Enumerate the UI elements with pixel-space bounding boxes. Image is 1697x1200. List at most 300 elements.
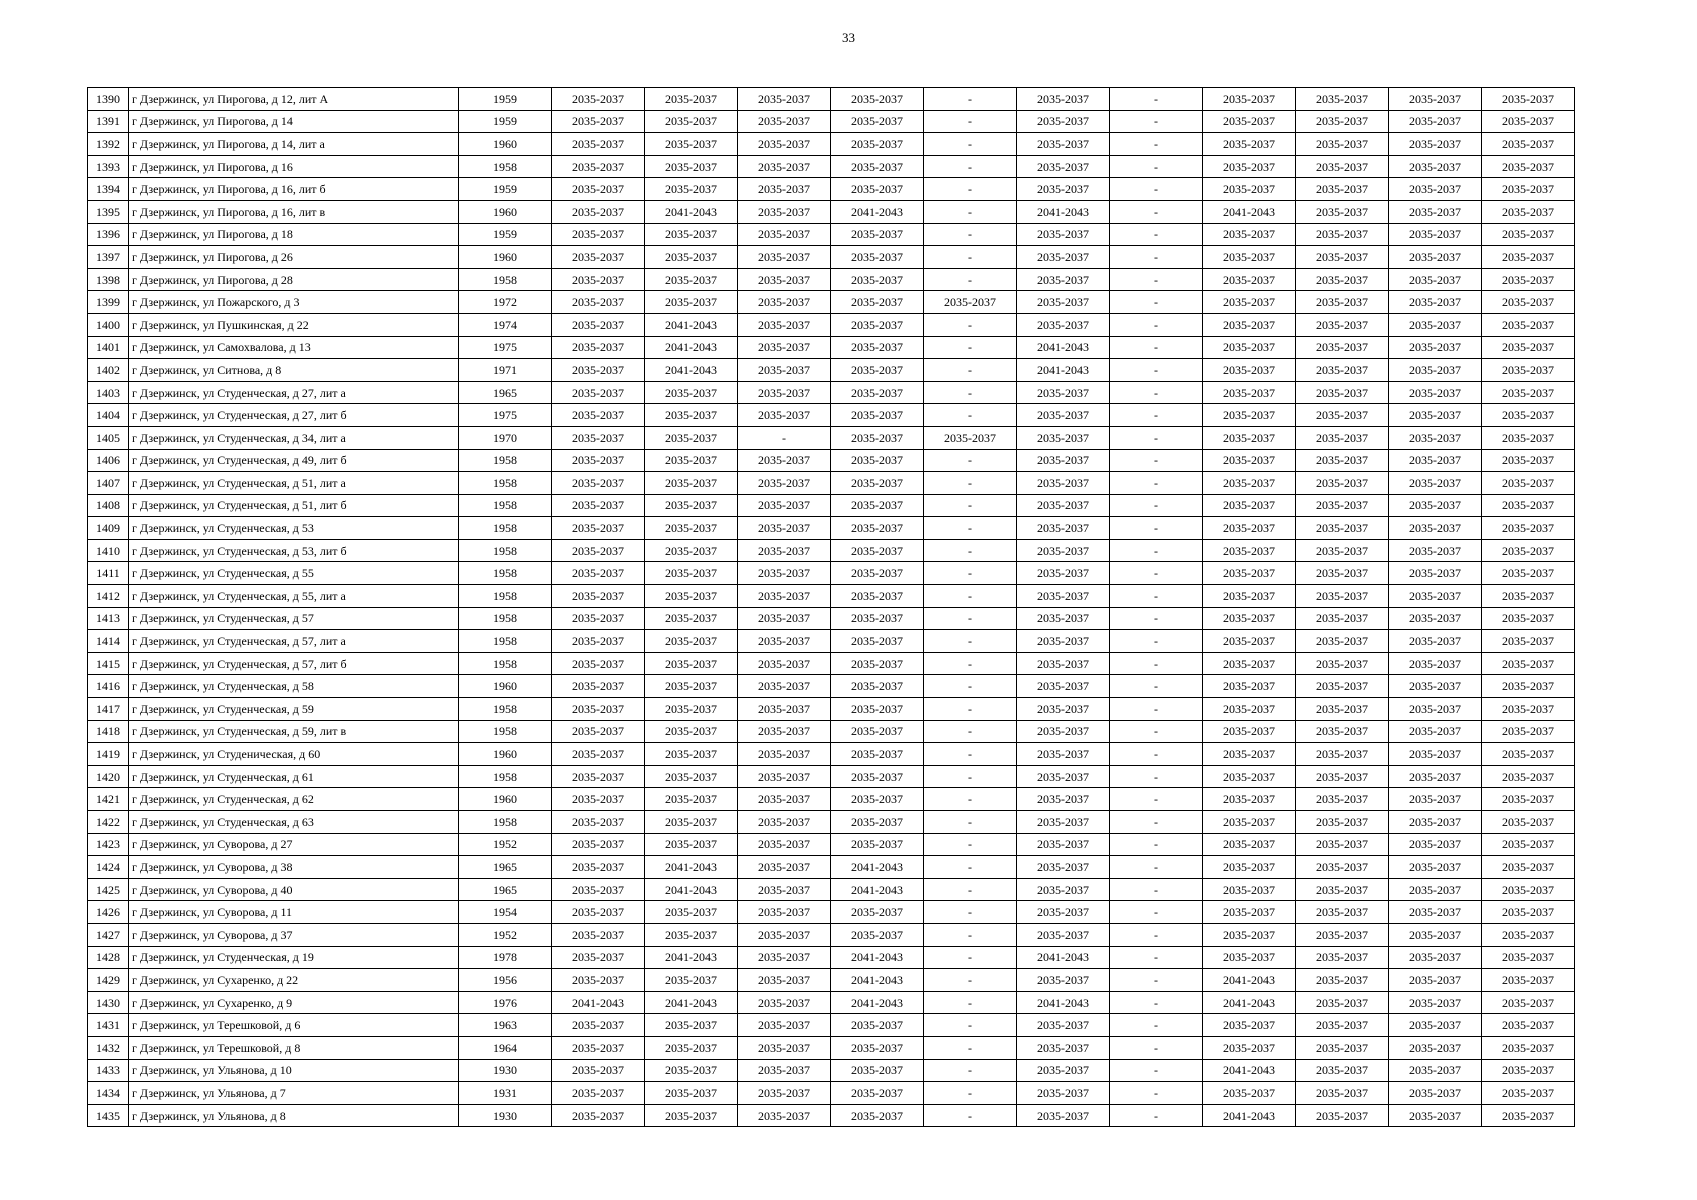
term-cell-3: 2035-2037 (738, 449, 831, 472)
term-cell-10: 2035-2037 (1389, 856, 1482, 879)
term-cell-11: 2035-2037 (1482, 426, 1575, 449)
year-built-cell: 1978 (459, 946, 552, 969)
year-built-cell: 1956 (459, 969, 552, 992)
term-cell-6: 2041-2043 (1017, 336, 1110, 359)
term-cell-4: 2041-2043 (831, 969, 924, 992)
term-cell-2: 2035-2037 (645, 291, 738, 314)
address-cell: г Дзержинск, ул Суворова, д 27 (129, 833, 459, 856)
term-cell-5: - (924, 969, 1017, 992)
term-cell-8: 2035-2037 (1203, 630, 1296, 653)
term-cell-2: 2035-2037 (645, 788, 738, 811)
term-cell-1: 2035-2037 (552, 472, 645, 495)
term-cell-2: 2035-2037 (645, 720, 738, 743)
term-cell-4: 2035-2037 (831, 426, 924, 449)
year-built-cell: 1960 (459, 675, 552, 698)
term-cell-9: 2035-2037 (1296, 585, 1389, 608)
term-cell-1: 2035-2037 (552, 110, 645, 133)
term-cell-7: - (1110, 811, 1203, 834)
term-cell-1: 2035-2037 (552, 607, 645, 630)
term-cell-10: 2035-2037 (1389, 901, 1482, 924)
term-cell-10: 2035-2037 (1389, 765, 1482, 788)
term-cell-1: 2035-2037 (552, 743, 645, 766)
term-cell-3: 2035-2037 (738, 811, 831, 834)
term-cell-9: 2035-2037 (1296, 607, 1389, 630)
term-cell-3: 2035-2037 (738, 878, 831, 901)
term-cell-10: 2035-2037 (1389, 562, 1482, 585)
address-cell: г Дзержинск, ул Студенческая, д 58 (129, 675, 459, 698)
term-cell-6: 2035-2037 (1017, 426, 1110, 449)
table-row (88, 607, 1575, 630)
term-cell-11: 2035-2037 (1482, 539, 1575, 562)
term-cell-8: 2035-2037 (1203, 1036, 1296, 1059)
term-cell-2: 2035-2037 (645, 449, 738, 472)
table-row (88, 291, 1575, 314)
term-cell-2: 2035-2037 (645, 110, 738, 133)
term-cell-6: 2035-2037 (1017, 404, 1110, 427)
term-cell-9: 2035-2037 (1296, 1014, 1389, 1037)
term-cell-7: - (1110, 539, 1203, 562)
address-cell: г Дзержинск, ул Ситнова, д 8 (129, 359, 459, 382)
term-cell-9: 2035-2037 (1296, 652, 1389, 675)
term-cell-3: 2035-2037 (738, 359, 831, 382)
term-cell-6: 2041-2043 (1017, 200, 1110, 223)
term-cell-5: - (924, 404, 1017, 427)
term-cell-2: 2035-2037 (645, 562, 738, 585)
term-cell-1: 2035-2037 (552, 1036, 645, 1059)
term-cell-6: 2035-2037 (1017, 1059, 1110, 1082)
term-cell-5: - (924, 178, 1017, 201)
term-cell-3: 2035-2037 (738, 630, 831, 653)
term-cell-7: - (1110, 630, 1203, 653)
year-built-cell: 1976 (459, 991, 552, 1014)
term-cell-6: 2035-2037 (1017, 607, 1110, 630)
term-cell-11: 2035-2037 (1482, 268, 1575, 291)
term-cell-7: - (1110, 969, 1203, 992)
term-cell-9: 2035-2037 (1296, 856, 1389, 879)
year-built-cell: 1960 (459, 200, 552, 223)
address-cell: г Дзержинск, ул Пирогова, д 14, лит а (129, 133, 459, 156)
term-cell-3: 2035-2037 (738, 991, 831, 1014)
term-cell-7: - (1110, 1082, 1203, 1105)
row-number-cell: 1428 (88, 946, 129, 969)
address-cell: г Дзержинск, ул Студенческая, д 62 (129, 788, 459, 811)
term-cell-11: 2035-2037 (1482, 901, 1575, 924)
term-cell-1: 2035-2037 (552, 291, 645, 314)
term-cell-9: 2035-2037 (1296, 336, 1389, 359)
term-cell-9: 2035-2037 (1296, 88, 1389, 111)
term-cell-5: 2035-2037 (924, 426, 1017, 449)
term-cell-5: - (924, 675, 1017, 698)
year-built-cell: 1958 (459, 472, 552, 495)
term-cell-2: 2041-2043 (645, 878, 738, 901)
term-cell-1: 2035-2037 (552, 765, 645, 788)
row-number-cell: 1432 (88, 1036, 129, 1059)
term-cell-4: 2041-2043 (831, 991, 924, 1014)
row-number-cell: 1403 (88, 381, 129, 404)
year-built-cell: 1958 (459, 268, 552, 291)
term-cell-6: 2035-2037 (1017, 585, 1110, 608)
term-cell-1: 2035-2037 (552, 449, 645, 472)
year-built-cell: 1958 (459, 720, 552, 743)
term-cell-6: 2035-2037 (1017, 923, 1110, 946)
address-cell: г Дзержинск, ул Пирогова, д 18 (129, 223, 459, 246)
term-cell-6: 2035-2037 (1017, 178, 1110, 201)
term-cell-7: - (1110, 652, 1203, 675)
year-built-cell: 1958 (459, 607, 552, 630)
address-cell: г Дзержинск, ул Студенческая, д 63 (129, 811, 459, 834)
term-cell-1: 2035-2037 (552, 404, 645, 427)
term-cell-2: 2035-2037 (645, 246, 738, 269)
term-cell-7: - (1110, 223, 1203, 246)
term-cell-8: 2035-2037 (1203, 426, 1296, 449)
address-cell: г Дзержинск, ул Пушкинская, д 22 (129, 313, 459, 336)
term-cell-6: 2035-2037 (1017, 246, 1110, 269)
term-cell-6: 2035-2037 (1017, 856, 1110, 879)
term-cell-3: 2035-2037 (738, 946, 831, 969)
term-cell-8: 2035-2037 (1203, 901, 1296, 924)
term-cell-6: 2035-2037 (1017, 1036, 1110, 1059)
term-cell-8: 2035-2037 (1203, 652, 1296, 675)
term-cell-7: - (1110, 765, 1203, 788)
term-cell-9: 2035-2037 (1296, 313, 1389, 336)
table-row (88, 246, 1575, 269)
table-row (88, 313, 1575, 336)
row-number-cell: 1431 (88, 1014, 129, 1037)
term-cell-7: - (1110, 200, 1203, 223)
term-cell-4: 2035-2037 (831, 381, 924, 404)
term-cell-4: 2035-2037 (831, 133, 924, 156)
table-row (88, 562, 1575, 585)
term-cell-10: 2035-2037 (1389, 449, 1482, 472)
term-cell-6: 2035-2037 (1017, 381, 1110, 404)
address-cell: г Дзержинск, ул Студеническая, д 60 (129, 743, 459, 766)
term-cell-6: 2035-2037 (1017, 313, 1110, 336)
year-built-cell: 1960 (459, 133, 552, 156)
row-number-cell: 1424 (88, 856, 129, 879)
term-cell-11: 2035-2037 (1482, 494, 1575, 517)
address-cell: г Дзержинск, ул Студенческая, д 57 (129, 607, 459, 630)
term-cell-8: 2041-2043 (1203, 200, 1296, 223)
row-number-cell: 1420 (88, 765, 129, 788)
term-cell-9: 2035-2037 (1296, 720, 1389, 743)
address-cell: г Дзержинск, ул Пожарского, д 3 (129, 291, 459, 314)
term-cell-4: 2035-2037 (831, 313, 924, 336)
term-cell-10: 2035-2037 (1389, 630, 1482, 653)
table-row (88, 1059, 1575, 1082)
term-cell-3: 2035-2037 (738, 517, 831, 540)
term-cell-11: 2035-2037 (1482, 200, 1575, 223)
row-number-cell: 1427 (88, 923, 129, 946)
term-cell-9: 2035-2037 (1296, 539, 1389, 562)
term-cell-11: 2035-2037 (1482, 765, 1575, 788)
term-cell-5: - (924, 133, 1017, 156)
term-cell-11: 2035-2037 (1482, 562, 1575, 585)
term-cell-5: - (924, 110, 1017, 133)
address-cell: г Дзержинск, ул Студенческая, д 55 (129, 562, 459, 585)
term-cell-6: 2035-2037 (1017, 539, 1110, 562)
term-cell-11: 2035-2037 (1482, 607, 1575, 630)
term-cell-10: 2035-2037 (1389, 517, 1482, 540)
term-cell-4: 2035-2037 (831, 110, 924, 133)
term-cell-1: 2035-2037 (552, 88, 645, 111)
term-cell-1: 2035-2037 (552, 969, 645, 992)
table-row (88, 404, 1575, 427)
term-cell-5: - (924, 878, 1017, 901)
term-cell-4: 2035-2037 (831, 472, 924, 495)
term-cell-4: 2035-2037 (831, 743, 924, 766)
term-cell-9: 2035-2037 (1296, 969, 1389, 992)
term-cell-6: 2035-2037 (1017, 155, 1110, 178)
term-cell-8: 2035-2037 (1203, 1014, 1296, 1037)
year-built-cell: 1975 (459, 336, 552, 359)
term-cell-4: 2035-2037 (831, 675, 924, 698)
buildings-repair-schedule-table (87, 87, 1575, 1127)
term-cell-11: 2035-2037 (1482, 743, 1575, 766)
term-cell-11: 2035-2037 (1482, 833, 1575, 856)
year-built-cell: 1965 (459, 878, 552, 901)
term-cell-3: 2035-2037 (738, 743, 831, 766)
term-cell-3: 2035-2037 (738, 1104, 831, 1127)
term-cell-4: 2035-2037 (831, 833, 924, 856)
term-cell-5: - (924, 472, 1017, 495)
term-cell-10: 2035-2037 (1389, 178, 1482, 201)
term-cell-9: 2035-2037 (1296, 426, 1389, 449)
table-row (88, 765, 1575, 788)
term-cell-7: - (1110, 833, 1203, 856)
term-cell-11: 2035-2037 (1482, 517, 1575, 540)
term-cell-8: 2035-2037 (1203, 1082, 1296, 1105)
term-cell-6: 2035-2037 (1017, 1014, 1110, 1037)
term-cell-2: 2035-2037 (645, 268, 738, 291)
table-row (88, 88, 1575, 111)
row-number-cell: 1434 (88, 1082, 129, 1105)
term-cell-8: 2035-2037 (1203, 133, 1296, 156)
term-cell-9: 2035-2037 (1296, 991, 1389, 1014)
term-cell-8: 2035-2037 (1203, 359, 1296, 382)
term-cell-1: 2035-2037 (552, 517, 645, 540)
address-cell: г Дзержинск, ул Пирогова, д 16, лит б (129, 178, 459, 201)
term-cell-8: 2035-2037 (1203, 607, 1296, 630)
address-cell: г Дзержинск, ул Студенческая, д 51, лит а (129, 472, 459, 495)
term-cell-5: - (924, 1082, 1017, 1105)
term-cell-9: 2035-2037 (1296, 200, 1389, 223)
term-cell-2: 2035-2037 (645, 923, 738, 946)
term-cell-2: 2035-2037 (645, 765, 738, 788)
term-cell-1: 2035-2037 (552, 1014, 645, 1037)
row-number-cell: 1391 (88, 110, 129, 133)
year-built-cell: 1958 (459, 765, 552, 788)
term-cell-1: 2035-2037 (552, 946, 645, 969)
term-cell-11: 2035-2037 (1482, 1082, 1575, 1105)
term-cell-2: 2035-2037 (645, 1082, 738, 1105)
term-cell-6: 2035-2037 (1017, 449, 1110, 472)
term-cell-6: 2035-2037 (1017, 1082, 1110, 1105)
term-cell-9: 2035-2037 (1296, 223, 1389, 246)
year-built-cell: 1958 (459, 698, 552, 721)
term-cell-8: 2035-2037 (1203, 765, 1296, 788)
term-cell-9: 2035-2037 (1296, 675, 1389, 698)
term-cell-1: 2035-2037 (552, 359, 645, 382)
term-cell-9: 2035-2037 (1296, 788, 1389, 811)
address-cell: г Дзержинск, ул Студенческая, д 59 (129, 698, 459, 721)
term-cell-5: - (924, 246, 1017, 269)
term-cell-3: 2035-2037 (738, 652, 831, 675)
term-cell-10: 2035-2037 (1389, 494, 1482, 517)
term-cell-2: 2035-2037 (645, 472, 738, 495)
term-cell-6: 2035-2037 (1017, 630, 1110, 653)
term-cell-5: - (924, 539, 1017, 562)
term-cell-9: 2035-2037 (1296, 946, 1389, 969)
row-number-cell: 1425 (88, 878, 129, 901)
table-row (88, 268, 1575, 291)
term-cell-3: 2035-2037 (738, 246, 831, 269)
term-cell-5: - (924, 765, 1017, 788)
term-cell-9: 2035-2037 (1296, 878, 1389, 901)
term-cell-3: 2035-2037 (738, 472, 831, 495)
term-cell-3: 2035-2037 (738, 381, 831, 404)
address-cell: г Дзержинск, ул Студенческая, д 53, лит б (129, 539, 459, 562)
row-number-cell: 1394 (88, 178, 129, 201)
term-cell-4: 2035-2037 (831, 1036, 924, 1059)
term-cell-2: 2035-2037 (645, 585, 738, 608)
term-cell-9: 2035-2037 (1296, 562, 1389, 585)
term-cell-7: - (1110, 426, 1203, 449)
term-cell-10: 2035-2037 (1389, 1059, 1482, 1082)
year-built-cell: 1931 (459, 1082, 552, 1105)
year-built-cell: 1958 (459, 449, 552, 472)
term-cell-6: 2035-2037 (1017, 788, 1110, 811)
term-cell-5: - (924, 494, 1017, 517)
row-number-cell: 1414 (88, 630, 129, 653)
term-cell-3: 2035-2037 (738, 1059, 831, 1082)
term-cell-7: - (1110, 472, 1203, 495)
row-number-cell: 1426 (88, 901, 129, 924)
term-cell-5: - (924, 336, 1017, 359)
year-built-cell: 1971 (459, 359, 552, 382)
term-cell-4: 2035-2037 (831, 630, 924, 653)
term-cell-5: - (924, 88, 1017, 111)
term-cell-4: 2035-2037 (831, 1104, 924, 1127)
term-cell-5: - (924, 630, 1017, 653)
term-cell-8: 2041-2043 (1203, 1059, 1296, 1082)
term-cell-6: 2035-2037 (1017, 133, 1110, 156)
term-cell-8: 2035-2037 (1203, 155, 1296, 178)
year-built-cell: 1958 (459, 155, 552, 178)
term-cell-10: 2035-2037 (1389, 698, 1482, 721)
table-row (88, 675, 1575, 698)
term-cell-2: 2035-2037 (645, 811, 738, 834)
address-cell: г Дзержинск, ул Студенческая, д 59, лит в (129, 720, 459, 743)
term-cell-5: - (924, 381, 1017, 404)
term-cell-3: 2035-2037 (738, 923, 831, 946)
term-cell-10: 2035-2037 (1389, 585, 1482, 608)
term-cell-10: 2035-2037 (1389, 1104, 1482, 1127)
term-cell-6: 2035-2037 (1017, 811, 1110, 834)
address-cell: г Дзержинск, ул Пирогова, д 16 (129, 155, 459, 178)
year-built-cell: 1965 (459, 381, 552, 404)
term-cell-9: 2035-2037 (1296, 110, 1389, 133)
term-cell-4: 2035-2037 (831, 652, 924, 675)
term-cell-8: 2035-2037 (1203, 449, 1296, 472)
term-cell-8: 2035-2037 (1203, 675, 1296, 698)
table-row (88, 1104, 1575, 1127)
term-cell-8: 2035-2037 (1203, 110, 1296, 133)
term-cell-1: 2035-2037 (552, 426, 645, 449)
term-cell-7: - (1110, 1036, 1203, 1059)
term-cell-11: 2035-2037 (1482, 652, 1575, 675)
term-cell-3: 2035-2037 (738, 585, 831, 608)
term-cell-4: 2035-2037 (831, 1014, 924, 1037)
term-cell-3: - (738, 426, 831, 449)
table-row (88, 1036, 1575, 1059)
term-cell-11: 2035-2037 (1482, 1104, 1575, 1127)
term-cell-5: - (924, 833, 1017, 856)
term-cell-9: 2035-2037 (1296, 1036, 1389, 1059)
year-built-cell: 1958 (459, 539, 552, 562)
term-cell-3: 2035-2037 (738, 291, 831, 314)
term-cell-10: 2035-2037 (1389, 743, 1482, 766)
term-cell-10: 2035-2037 (1389, 200, 1482, 223)
term-cell-2: 2035-2037 (645, 223, 738, 246)
term-cell-1: 2035-2037 (552, 630, 645, 653)
year-built-cell: 1959 (459, 178, 552, 201)
term-cell-1: 2035-2037 (552, 878, 645, 901)
term-cell-1: 2035-2037 (552, 811, 645, 834)
term-cell-2: 2035-2037 (645, 404, 738, 427)
term-cell-3: 2035-2037 (738, 200, 831, 223)
term-cell-7: - (1110, 946, 1203, 969)
row-number-cell: 1401 (88, 336, 129, 359)
year-built-cell: 1972 (459, 291, 552, 314)
year-built-cell: 1952 (459, 923, 552, 946)
table-row (88, 946, 1575, 969)
term-cell-4: 2035-2037 (831, 178, 924, 201)
address-cell: г Дзержинск, ул Пирогова, д 26 (129, 246, 459, 269)
term-cell-2: 2041-2043 (645, 359, 738, 382)
address-cell: г Дзержинск, ул Ульянова, д 10 (129, 1059, 459, 1082)
table-row (88, 426, 1575, 449)
table-row (88, 1082, 1575, 1105)
term-cell-1: 2035-2037 (552, 1104, 645, 1127)
term-cell-9: 2035-2037 (1296, 178, 1389, 201)
row-number-cell: 1421 (88, 788, 129, 811)
table-row (88, 359, 1575, 382)
term-cell-10: 2035-2037 (1389, 946, 1482, 969)
address-cell: г Дзержинск, ул Сухаренко, д 9 (129, 991, 459, 1014)
term-cell-8: 2035-2037 (1203, 268, 1296, 291)
term-cell-4: 2035-2037 (831, 268, 924, 291)
term-cell-7: - (1110, 1104, 1203, 1127)
term-cell-7: - (1110, 336, 1203, 359)
term-cell-5: 2035-2037 (924, 291, 1017, 314)
term-cell-9: 2035-2037 (1296, 155, 1389, 178)
term-cell-7: - (1110, 291, 1203, 314)
year-built-cell: 1930 (459, 1104, 552, 1127)
term-cell-11: 2035-2037 (1482, 381, 1575, 404)
table-row (88, 833, 1575, 856)
term-cell-10: 2035-2037 (1389, 811, 1482, 834)
table-row (88, 585, 1575, 608)
term-cell-6: 2035-2037 (1017, 110, 1110, 133)
term-cell-5: - (924, 268, 1017, 291)
term-cell-9: 2035-2037 (1296, 381, 1389, 404)
term-cell-2: 2035-2037 (645, 652, 738, 675)
term-cell-8: 2035-2037 (1203, 178, 1296, 201)
term-cell-9: 2035-2037 (1296, 246, 1389, 269)
term-cell-11: 2035-2037 (1482, 585, 1575, 608)
row-number-cell: 1392 (88, 133, 129, 156)
term-cell-6: 2035-2037 (1017, 517, 1110, 540)
